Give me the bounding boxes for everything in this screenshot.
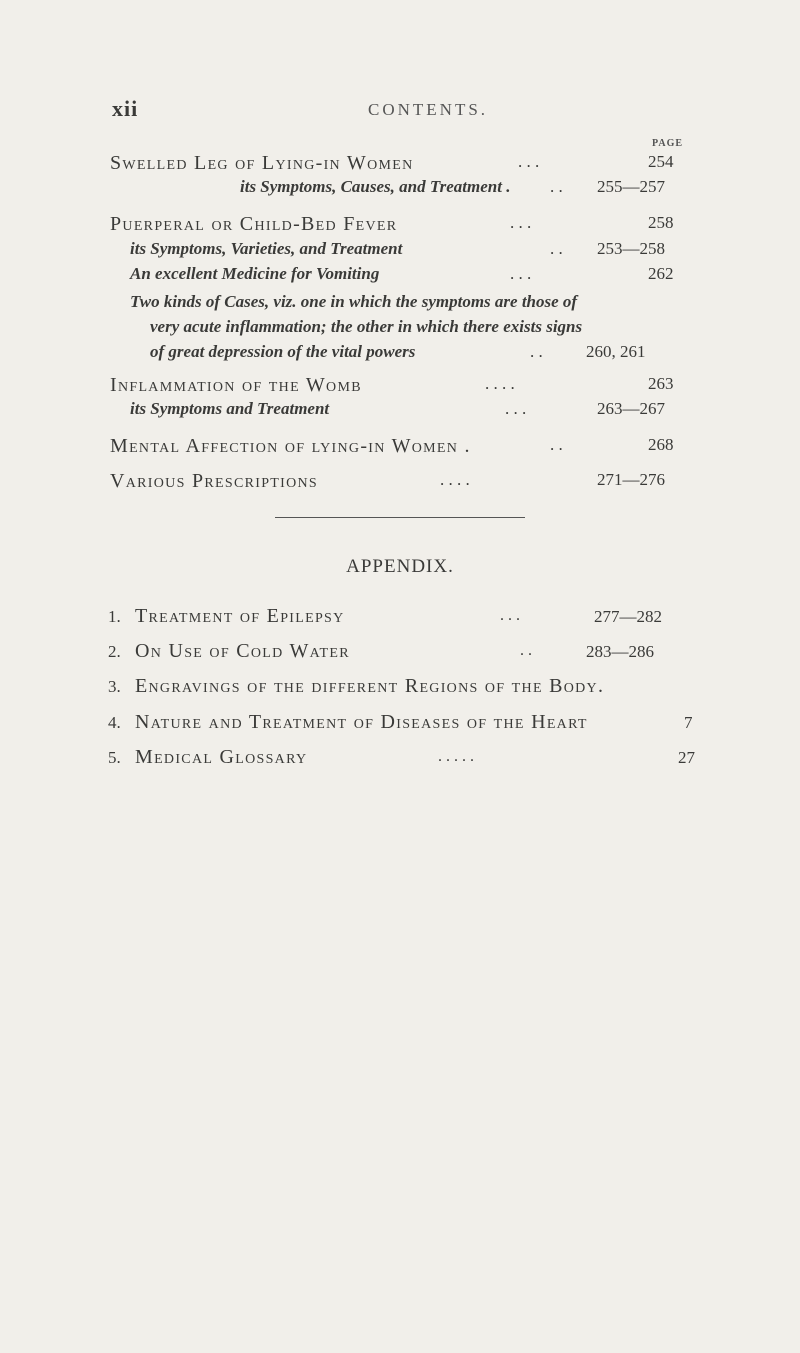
entry-title: An excellent Medicine for Vomiting (130, 264, 380, 283)
item-number: 2. (108, 642, 121, 661)
appendix-heading: APPENDIX. (346, 556, 454, 577)
entry-page: 260, 261 (586, 342, 646, 361)
appendix-item (108, 713, 708, 739)
entry-title: Inflammation of the Womb (110, 374, 362, 396)
entry-title: its Symptoms, Varieties, and Treatment (130, 239, 403, 258)
item-title: Treatment of Epilepsy (135, 605, 345, 627)
section-divider (275, 517, 525, 518)
toc-subentry (110, 177, 690, 201)
appendix-item (108, 607, 708, 633)
entry-page: 263 (648, 374, 674, 393)
entry-title: Mental Affection of lying-in Women . (110, 435, 471, 457)
entry-page: 253—258 (597, 239, 665, 258)
entry-page: 254 (648, 152, 674, 171)
toc-subentry (110, 239, 690, 263)
entry-page: 271—276 (597, 470, 665, 489)
entry-title: its Symptoms and Treatment (130, 399, 330, 418)
entry-page: 268 (648, 435, 674, 454)
entry-title: Swelled Leg of Lying-in Women (110, 152, 414, 174)
toc-entry (110, 152, 690, 176)
leader-dots: . . (530, 342, 543, 361)
item-title: Medical Glossary (135, 746, 308, 768)
toc-entry (110, 213, 690, 237)
page-number: xii (112, 96, 139, 121)
toc-entry (110, 435, 690, 459)
toc-subentry (110, 399, 690, 423)
item-title: Nature and Treatment of Diseases of the Heart (135, 711, 588, 733)
leader-dots: . . . (505, 399, 527, 418)
leader-dots: . . . (500, 607, 520, 624)
item-title: On Use of Cold Water (135, 640, 350, 662)
leader-dots: . . . . (485, 374, 515, 393)
leader-dots: . . . . . (438, 748, 474, 765)
item-number: 5. (108, 748, 121, 767)
item-page: 27 (678, 748, 695, 767)
page-column-label: PAGE (652, 138, 684, 149)
leader-dots: . . . (510, 264, 532, 283)
leader-dots: . . . . (440, 470, 470, 489)
entry-page: 258 (648, 213, 674, 232)
entry-page: 263—267 (597, 399, 665, 418)
item-page: 277—282 (594, 607, 662, 626)
item-page: 7 (684, 713, 693, 732)
entry-title: its Symptoms, Causes, and Treatment . (240, 177, 511, 196)
running-head: CONTENTS. (368, 100, 489, 119)
appendix-item (108, 748, 708, 774)
item-page: 283—286 (586, 642, 654, 661)
leader-dots: . . (550, 435, 563, 454)
appendix-item (108, 642, 708, 668)
entry-title-line-3-text: of great depression of the vital powers (150, 342, 416, 361)
leader-dots: . . . (510, 213, 532, 232)
item-number: 4. (108, 713, 121, 732)
toc-subentry-multiline (130, 289, 690, 364)
entry-title-line-1: Two kinds of Cases, viz. one in which the symptoms are those of (130, 292, 578, 311)
toc-subentry (110, 264, 690, 288)
toc-entry (110, 374, 690, 398)
leader-dots: . . (520, 642, 532, 659)
leader-dots: . . (550, 239, 563, 258)
item-number: 3. (108, 677, 121, 696)
entry-page: 262 (648, 264, 674, 283)
leader-dots: . . (550, 177, 563, 196)
entry-title-line-3 (130, 339, 690, 364)
item-title: Engravings of the different Regions of the Body. (135, 675, 605, 697)
entry-title-line-2: very acute inflammation; the other in which there exists signs (150, 317, 583, 336)
entry-title: Puerperal or Child-Bed Fever (110, 213, 398, 235)
entry-title: Various Prescriptions (110, 470, 319, 492)
item-number: 1. (108, 607, 121, 626)
toc-entry (110, 470, 690, 494)
appendix-item (108, 677, 708, 703)
leader-dots: . . . (518, 152, 540, 171)
entry-page: 255—257 (597, 177, 665, 196)
